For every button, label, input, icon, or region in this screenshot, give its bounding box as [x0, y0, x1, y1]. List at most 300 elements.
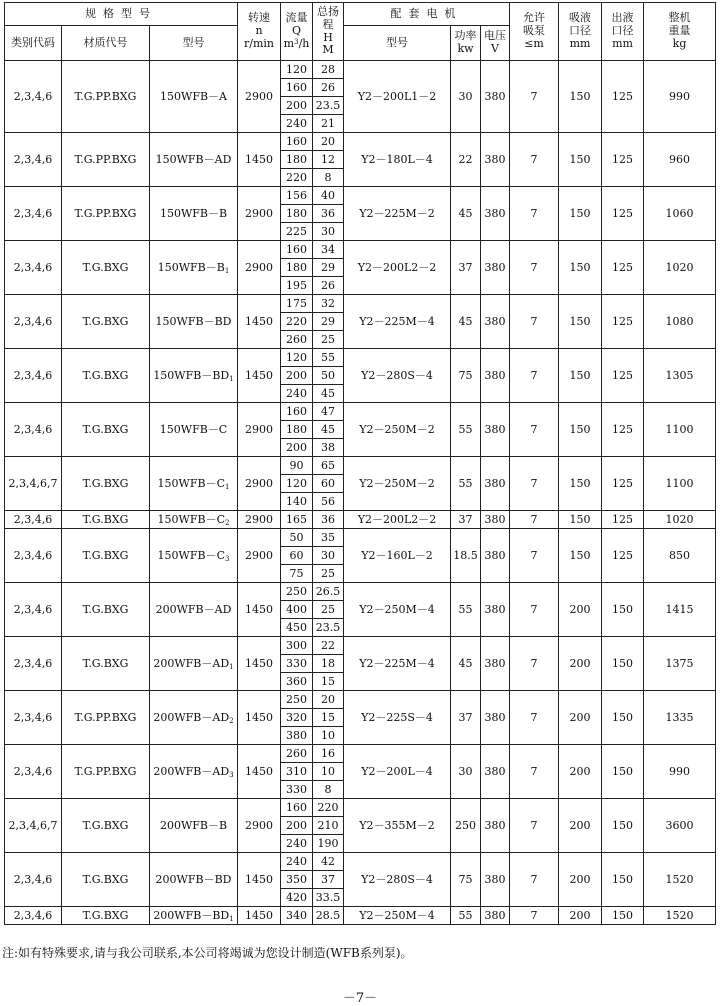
flow-cell: 225	[281, 223, 313, 241]
voltage-cell: 380	[481, 133, 510, 187]
category-code-cell: 2,3,4,6	[5, 61, 62, 133]
model-cell	[150, 295, 238, 349]
table-row	[5, 511, 716, 529]
head-cell: 10	[313, 727, 344, 745]
category-code-cell: 2,3,4,6	[5, 403, 62, 457]
suction-cell: 7	[510, 295, 559, 349]
head-cell: 28	[313, 61, 344, 79]
header-model: 型号	[150, 26, 238, 61]
flow-cell: 160	[281, 241, 313, 259]
model-cell	[150, 691, 238, 745]
power-cell: 75	[451, 853, 481, 907]
speed-cell: 1450	[238, 853, 281, 907]
flow-cell: 140	[281, 493, 313, 511]
head-cell: 40	[313, 187, 344, 205]
weight-cell: 960	[644, 133, 716, 187]
material-code-cell: T.G.BXG	[62, 529, 150, 583]
suction-cell: 7	[510, 853, 559, 907]
power-cell: 55	[451, 583, 481, 637]
table-row	[5, 637, 716, 655]
outlet-cell: 125	[602, 511, 644, 529]
power-cell: 37	[451, 511, 481, 529]
flow-cell: 240	[281, 115, 313, 133]
voltage-cell: 380	[481, 529, 510, 583]
outlet-cell: 150	[602, 799, 644, 853]
motor-model-cell: Y2－200L2－2	[344, 511, 451, 529]
voltage-cell: 380	[481, 457, 510, 511]
outlet-cell: 125	[602, 295, 644, 349]
header-inlet: 吸液 口径 mm	[559, 3, 602, 61]
motor-model-cell: Y2－225M－2	[344, 187, 451, 241]
power-cell: 55	[451, 403, 481, 457]
outlet-cell: 125	[602, 403, 644, 457]
suction-cell: 7	[510, 745, 559, 799]
head-cell: 25	[313, 601, 344, 619]
head-cell: 26.5	[313, 583, 344, 601]
weight-cell: 850	[644, 529, 716, 583]
table-row	[5, 745, 716, 763]
outlet-cell: 125	[602, 529, 644, 583]
table-row	[5, 691, 716, 709]
power-cell: 75	[451, 349, 481, 403]
inlet-cell: 150	[559, 187, 602, 241]
table-row	[5, 799, 716, 817]
pump-spec-table	[4, 2, 716, 925]
motor-model-cell: Y2－225M－4	[344, 295, 451, 349]
inlet-cell: 150	[559, 349, 602, 403]
material-code-cell: T.G.BXG	[62, 295, 150, 349]
table-row	[5, 529, 716, 547]
speed-cell: 2900	[238, 61, 281, 133]
head-cell: 32	[313, 295, 344, 313]
model-text: 200WFB－AD	[153, 657, 230, 670]
weight-cell: 1100	[644, 403, 716, 457]
flow-cell: 330	[281, 655, 313, 673]
weight-cell: 3600	[644, 799, 716, 853]
weight-cell: 1520	[644, 907, 716, 925]
power-cell: 37	[451, 691, 481, 745]
header-motor-group: 配套电机	[344, 3, 510, 26]
model-text: 150WFB－BD	[155, 315, 232, 328]
model-subscript: 1	[229, 915, 234, 923]
model-text: 150WFB－B	[159, 207, 228, 220]
header-power: 功率 kw	[451, 26, 481, 61]
speed-cell: 2900	[238, 457, 281, 511]
model-text: 150WFB－C	[157, 513, 225, 526]
model-text: 150WFB－C	[159, 423, 228, 436]
outlet-cell: 150	[602, 583, 644, 637]
suction-cell: 7	[510, 511, 559, 529]
power-cell: 22	[451, 133, 481, 187]
head-cell: 42	[313, 853, 344, 871]
flow-cell: 200	[281, 817, 313, 835]
speed-cell: 1450	[238, 691, 281, 745]
material-code-cell: T.G.PP.BXG	[62, 61, 150, 133]
flow-cell: 250	[281, 583, 313, 601]
header-weight: 整机 重量 kg	[644, 3, 716, 61]
category-code-cell: 2,3,4,6	[5, 853, 62, 907]
material-code-cell: T.G.BXG	[62, 403, 150, 457]
speed-cell: 1450	[238, 637, 281, 691]
material-code-cell: T.G.BXG	[62, 853, 150, 907]
category-code-cell: 2,3,4,6	[5, 907, 62, 925]
flow-cell: 175	[281, 295, 313, 313]
motor-model-cell: Y2－280S－4	[344, 349, 451, 403]
weight-cell: 1305	[644, 349, 716, 403]
inlet-cell: 200	[559, 853, 602, 907]
head-cell: 60	[313, 475, 344, 493]
suction-cell: 7	[510, 61, 559, 133]
head-cell: 45	[313, 385, 344, 403]
weight-cell: 1375	[644, 637, 716, 691]
speed-cell: 1450	[238, 583, 281, 637]
power-cell: 250	[451, 799, 481, 853]
weight-cell: 1080	[644, 295, 716, 349]
flow-cell: 60	[281, 547, 313, 565]
model-subscript: 1	[224, 267, 230, 275]
model-cell	[150, 241, 238, 295]
model-cell	[150, 457, 238, 511]
outlet-cell: 150	[602, 745, 644, 799]
voltage-cell: 380	[481, 403, 510, 457]
model-text: 150WFB－BD	[153, 369, 230, 382]
power-cell: 45	[451, 295, 481, 349]
flow-cell: 160	[281, 403, 313, 421]
model-cell	[150, 61, 238, 133]
model-cell	[150, 133, 238, 187]
model-subscript: 2	[229, 717, 234, 725]
speed-cell: 2900	[238, 799, 281, 853]
footnote: 注:如有特殊要求,请与我公司联系,本公司将竭诚为您设计制造(WFB系列泵)。	[2, 946, 413, 960]
model-subscript: 3	[229, 771, 234, 779]
flow-cell: 160	[281, 133, 313, 151]
inlet-cell: 200	[559, 745, 602, 799]
suction-cell: 7	[510, 637, 559, 691]
motor-model-cell: Y2－200L1－2	[344, 61, 451, 133]
weight-cell: 1060	[644, 187, 716, 241]
inlet-cell: 150	[559, 133, 602, 187]
head-cell: 37	[313, 871, 344, 889]
flow-cell: 360	[281, 673, 313, 691]
flow-cell: 220	[281, 313, 313, 331]
head-cell: 12	[313, 151, 344, 169]
category-code-cell: 2,3,4,6	[5, 241, 62, 295]
inlet-cell: 150	[559, 403, 602, 457]
head-cell: 20	[313, 133, 344, 151]
voltage-cell: 380	[481, 187, 510, 241]
inlet-cell: 200	[559, 637, 602, 691]
material-code-cell: T.G.BXG	[62, 457, 150, 511]
model-cell	[150, 745, 238, 799]
inlet-cell: 200	[559, 799, 602, 853]
head-cell: 23.5	[313, 97, 344, 115]
material-code-cell: T.G.BXG	[62, 241, 150, 295]
model-cell	[150, 511, 238, 529]
flow-cell: 260	[281, 745, 313, 763]
flow-cell: 200	[281, 439, 313, 457]
header-motor-model: 型号	[344, 26, 451, 61]
model-subscript: 1	[229, 375, 234, 383]
table-row	[5, 241, 716, 259]
table-row	[5, 61, 716, 79]
table-row	[5, 403, 716, 421]
material-code-cell: T.G.BXG	[62, 907, 150, 925]
flow-cell: 165	[281, 511, 313, 529]
flow-cell: 340	[281, 907, 313, 925]
material-code-cell: T.G.BXG	[62, 799, 150, 853]
motor-model-cell: Y2－160L－2	[344, 529, 451, 583]
table-row	[5, 133, 716, 151]
suction-cell: 7	[510, 241, 559, 295]
head-cell: 47	[313, 403, 344, 421]
flow-cell: 50	[281, 529, 313, 547]
model-cell	[150, 403, 238, 457]
flow-cell: 320	[281, 709, 313, 727]
table-row	[5, 853, 716, 871]
flow-cell: 350	[281, 871, 313, 889]
category-code-cell: 2,3,4,6	[5, 637, 62, 691]
voltage-cell: 380	[481, 637, 510, 691]
motor-model-cell: Y2－250M－2	[344, 457, 451, 511]
page-number: －7－	[342, 991, 378, 1006]
model-subscript: 2	[224, 519, 230, 527]
model-cell	[150, 637, 238, 691]
head-cell: 28.5	[313, 907, 344, 925]
head-cell: 45	[313, 421, 344, 439]
head-cell: 190	[313, 835, 344, 853]
speed-cell: 2900	[238, 241, 281, 295]
flow-cell: 220	[281, 169, 313, 187]
power-cell: 37	[451, 241, 481, 295]
voltage-cell: 380	[481, 241, 510, 295]
model-cell	[150, 799, 238, 853]
flow-cell: 156	[281, 187, 313, 205]
inlet-cell: 150	[559, 511, 602, 529]
suction-cell: 7	[510, 457, 559, 511]
category-code-cell: 2,3,4,6	[5, 295, 62, 349]
flow-cell: 310	[281, 763, 313, 781]
header-voltage: 电压 V	[481, 26, 510, 61]
material-code-cell: T.G.BXG	[62, 511, 150, 529]
flow-cell: 200	[281, 97, 313, 115]
outlet-cell: 125	[602, 349, 644, 403]
head-cell: 16	[313, 745, 344, 763]
outlet-cell: 125	[602, 241, 644, 295]
flow-cell: 300	[281, 637, 313, 655]
model-cell	[150, 853, 238, 907]
flow-cell: 180	[281, 421, 313, 439]
head-cell: 25	[313, 331, 344, 349]
inlet-cell: 150	[559, 61, 602, 133]
voltage-cell: 380	[481, 745, 510, 799]
head-cell: 15	[313, 673, 344, 691]
suction-cell: 7	[510, 529, 559, 583]
head-cell: 56	[313, 493, 344, 511]
model-cell	[150, 349, 238, 403]
flow-cell: 90	[281, 457, 313, 475]
flow-cell: 75	[281, 565, 313, 583]
voltage-cell: 380	[481, 691, 510, 745]
weight-cell: 1415	[644, 583, 716, 637]
motor-model-cell: Y2－225S－4	[344, 691, 451, 745]
head-cell: 25	[313, 565, 344, 583]
speed-cell: 1450	[238, 133, 281, 187]
model-text: 200WFB－B	[159, 819, 228, 832]
head-cell: 55	[313, 349, 344, 367]
flow-cell: 180	[281, 151, 313, 169]
speed-cell: 1450	[238, 295, 281, 349]
head-cell: 22	[313, 637, 344, 655]
material-code-cell: T.G.BXG	[62, 637, 150, 691]
model-text: 150WFB－A	[160, 90, 227, 103]
weight-cell: 1520	[644, 853, 716, 907]
weight-cell: 1335	[644, 691, 716, 745]
flow-cell: 195	[281, 277, 313, 295]
flow-cell: 240	[281, 853, 313, 871]
voltage-cell: 380	[481, 511, 510, 529]
model-subscript: 3	[224, 555, 230, 563]
weight-cell: 1100	[644, 457, 716, 511]
table-row	[5, 457, 716, 475]
flow-cell: 400	[281, 601, 313, 619]
header-flow: 流量 Q $m^3/h$	[281, 3, 313, 61]
voltage-cell: 380	[481, 349, 510, 403]
inlet-cell: 150	[559, 241, 602, 295]
table-row	[5, 583, 716, 601]
header-category-code: 类别代码	[5, 26, 62, 61]
category-code-cell: 2,3,4,6	[5, 529, 62, 583]
motor-model-cell: Y2－180L－4	[344, 133, 451, 187]
flow-cell: 180	[281, 259, 313, 277]
head-cell: 21	[313, 115, 344, 133]
flow-cell: 120	[281, 61, 313, 79]
flow-cell: 380	[281, 727, 313, 745]
table-header	[5, 3, 716, 61]
voltage-cell: 380	[481, 853, 510, 907]
head-cell: 29	[313, 259, 344, 277]
speed-cell: 1450	[238, 349, 281, 403]
flow-cell: 420	[281, 889, 313, 907]
power-cell: 30	[451, 745, 481, 799]
model-subscript: 1	[224, 483, 230, 491]
model-cell	[150, 907, 238, 925]
table-row	[5, 295, 716, 313]
power-cell: 55	[451, 457, 481, 511]
head-cell: 65	[313, 457, 344, 475]
inlet-cell: 200	[559, 583, 602, 637]
flow-cell: 120	[281, 475, 313, 493]
flow-cell: 250	[281, 691, 313, 709]
model-text: 150WFB－C	[157, 477, 225, 490]
power-cell: 55	[451, 907, 481, 925]
weight-cell: 990	[644, 61, 716, 133]
inlet-cell: 150	[559, 529, 602, 583]
material-code-cell: T.G.BXG	[62, 583, 150, 637]
material-code-cell: T.G.PP.BXG	[62, 187, 150, 241]
model-text: 200WFB－AD	[153, 765, 230, 778]
motor-model-cell: Y2－355M－2	[344, 799, 451, 853]
flow-cell: 240	[281, 385, 313, 403]
inlet-cell: 150	[559, 457, 602, 511]
head-cell: 29	[313, 313, 344, 331]
header-material-code: 材质代号	[62, 26, 150, 61]
motor-model-cell: Y2－250M－2	[344, 403, 451, 457]
speed-cell: 1450	[238, 907, 281, 925]
flow-cell: 180	[281, 205, 313, 223]
header-suction: 允许 吸泵 ≤m	[510, 3, 559, 61]
head-cell: 33.5	[313, 889, 344, 907]
category-code-cell: 2,3,4,6	[5, 583, 62, 637]
inlet-cell: 200	[559, 907, 602, 925]
material-code-cell: T.G.BXG	[62, 349, 150, 403]
material-code-cell: T.G.PP.BXG	[62, 691, 150, 745]
outlet-cell: 150	[602, 637, 644, 691]
outlet-cell: 125	[602, 457, 644, 511]
voltage-cell: 380	[481, 799, 510, 853]
suction-cell: 7	[510, 583, 559, 637]
head-cell: 220	[313, 799, 344, 817]
model-cell	[150, 187, 238, 241]
model-cell	[150, 529, 238, 583]
material-code-cell: T.G.PP.BXG	[62, 745, 150, 799]
head-cell: 30	[313, 223, 344, 241]
speed-cell: 2900	[238, 511, 281, 529]
outlet-cell: 125	[602, 61, 644, 133]
suction-cell: 7	[510, 349, 559, 403]
suction-cell: 7	[510, 187, 559, 241]
category-code-cell: 2,3,4,6	[5, 187, 62, 241]
flow-cell: 260	[281, 331, 313, 349]
outlet-cell: 125	[602, 187, 644, 241]
table-body	[5, 61, 716, 925]
motor-model-cell: Y2－280S－4	[344, 853, 451, 907]
suction-cell: 7	[510, 907, 559, 925]
head-cell: 26	[313, 277, 344, 295]
flow-cell: 240	[281, 835, 313, 853]
speed-cell: 2900	[238, 187, 281, 241]
category-code-cell: 2,3,4,6	[5, 691, 62, 745]
model-cell	[150, 583, 238, 637]
speed-cell: 2900	[238, 403, 281, 457]
head-cell: 23.5	[313, 619, 344, 637]
power-cell: 30	[451, 61, 481, 133]
model-text: 200WFB－AD	[153, 711, 230, 724]
outlet-cell: 150	[602, 691, 644, 745]
flow-cell: 160	[281, 799, 313, 817]
header-head: 总扬程 H M	[313, 3, 344, 61]
head-cell: 30	[313, 547, 344, 565]
motor-model-cell: Y2－225M－4	[344, 637, 451, 691]
speed-cell: 1450	[238, 745, 281, 799]
category-code-cell: 2,3,4,6	[5, 745, 62, 799]
suction-cell: 7	[510, 403, 559, 457]
power-cell: 18.5	[451, 529, 481, 583]
flow-cell: 200	[281, 367, 313, 385]
inlet-cell: 150	[559, 295, 602, 349]
model-text: 200WFB－BD	[153, 909, 230, 922]
head-cell: 210	[313, 817, 344, 835]
head-cell: 34	[313, 241, 344, 259]
flow-cell: 450	[281, 619, 313, 637]
head-cell: 36	[313, 511, 344, 529]
speed-cell: 2900	[238, 529, 281, 583]
category-code-cell: 2,3,4,6,7	[5, 457, 62, 511]
model-text: 150WFB－B	[157, 261, 225, 274]
head-cell: 10	[313, 763, 344, 781]
outlet-cell: 125	[602, 133, 644, 187]
model-subscript: 1	[229, 663, 234, 671]
model-text: 200WFB－BD	[155, 873, 232, 886]
